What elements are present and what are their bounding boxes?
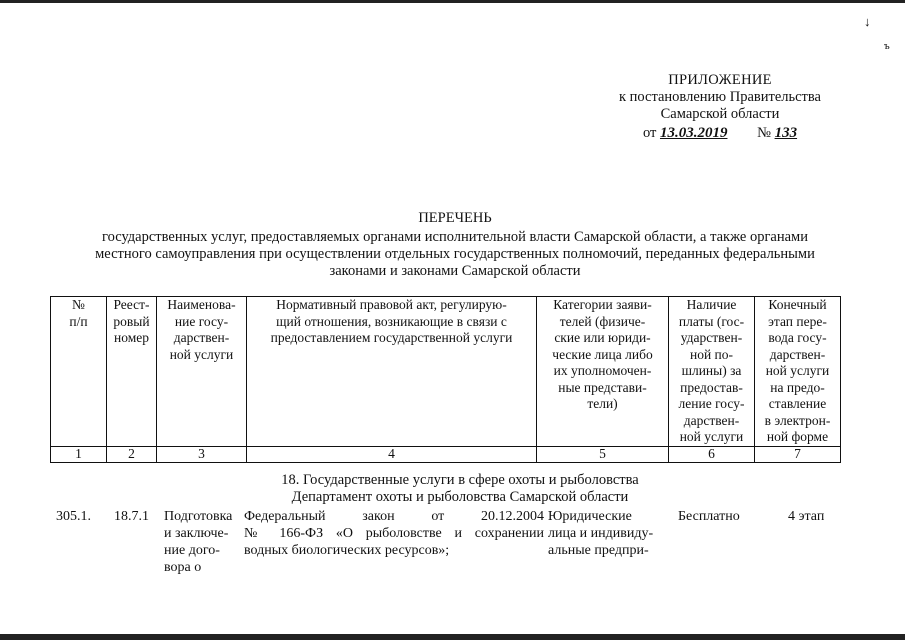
subtitle-line: местного самоуправления при осуществлении отдельных государственных полномочий, переданных федеральными	[95, 246, 815, 262]
number-prefix: №	[757, 125, 771, 141]
header-service-name: Наименова- ние госу- дарствен- ной услуги	[157, 297, 247, 447]
header-registry-number: Реест- ровый номер	[107, 297, 157, 447]
column-number: 6	[669, 446, 755, 462]
column-number: 4	[247, 446, 537, 462]
header-fee: Наличие платы (гос- ударствен- ной по- шлины) за предостав- ление госу- дарствен- ной услуги	[669, 297, 755, 447]
appendix-date-line	[600, 125, 840, 142]
header-legal-act: Нормативный правовой акт, регулирую- щий отношения, возникающие в связи с предоставлением государственной услуги	[247, 297, 537, 447]
department-title: Департамент охоты и рыболовства Самарской области	[291, 489, 629, 505]
row-number: 305.1.	[56, 509, 91, 524]
table-header-row	[51, 297, 841, 447]
corner-mark: ↓	[864, 14, 871, 29]
column-number: 2	[107, 446, 157, 462]
subtitle-line: государственных услуг, предоставляемых органами исполнительной власти Самарской области, а также органами	[102, 229, 808, 245]
appendix-title: ПРИЛОЖЕНИЕ	[668, 72, 772, 88]
row-electronic-stage: 4 этап	[788, 509, 825, 524]
document-title: ПЕРЕЧЕНЬ	[418, 210, 492, 226]
header-number: № п/п	[51, 297, 107, 447]
document-subtitle	[60, 229, 850, 280]
column-number: 3	[157, 446, 247, 462]
header-electronic-stage: Конечный этап пере- вода госу- дарствен- ной услуги на предо- ставление в электрон- ной форме	[755, 297, 841, 447]
column-number: 7	[755, 446, 841, 462]
column-number: 1	[51, 446, 107, 462]
row-fee: Бесплатно	[678, 509, 740, 524]
header-applicant-categories: Категории заяви- телей (физиче- ские или юриди- ческие лица либо их уполномочен- ные представи- тели)	[537, 297, 669, 447]
corner-mark-small: ъ	[884, 40, 890, 52]
appendix-block	[600, 72, 840, 142]
scan-top-edge	[0, 0, 905, 3]
column-number: 5	[537, 446, 669, 462]
section-title: 18. Государственные услуги в сфере охоты и рыболовства	[281, 472, 639, 488]
subtitle-line: законами и законами Самарской области	[329, 263, 581, 279]
handwritten-number: 133	[774, 125, 798, 141]
appendix-line-1: к постановлению Правительства	[619, 89, 821, 105]
column-number-row	[51, 446, 841, 462]
appendix-line-2: Самарской области	[660, 106, 780, 122]
services-table	[50, 296, 841, 463]
handwritten-date: 13.03.2019	[659, 125, 728, 141]
row-legal-act: Федеральный закон от 20.12.2004 № 166-ФЗ «О рыболовстве и сохранении водных биологических ресурсов»;	[244, 509, 544, 558]
date-prefix: от	[642, 125, 657, 141]
scan-bottom-edge	[0, 634, 905, 640]
row-registry-number: 18.7.1	[114, 509, 149, 524]
row-applicant-categories: Юридические лица и индивиду- альные предпри-	[548, 509, 654, 558]
row-service-name: Подготовка и заключе- ние дого- вора о	[164, 509, 233, 575]
